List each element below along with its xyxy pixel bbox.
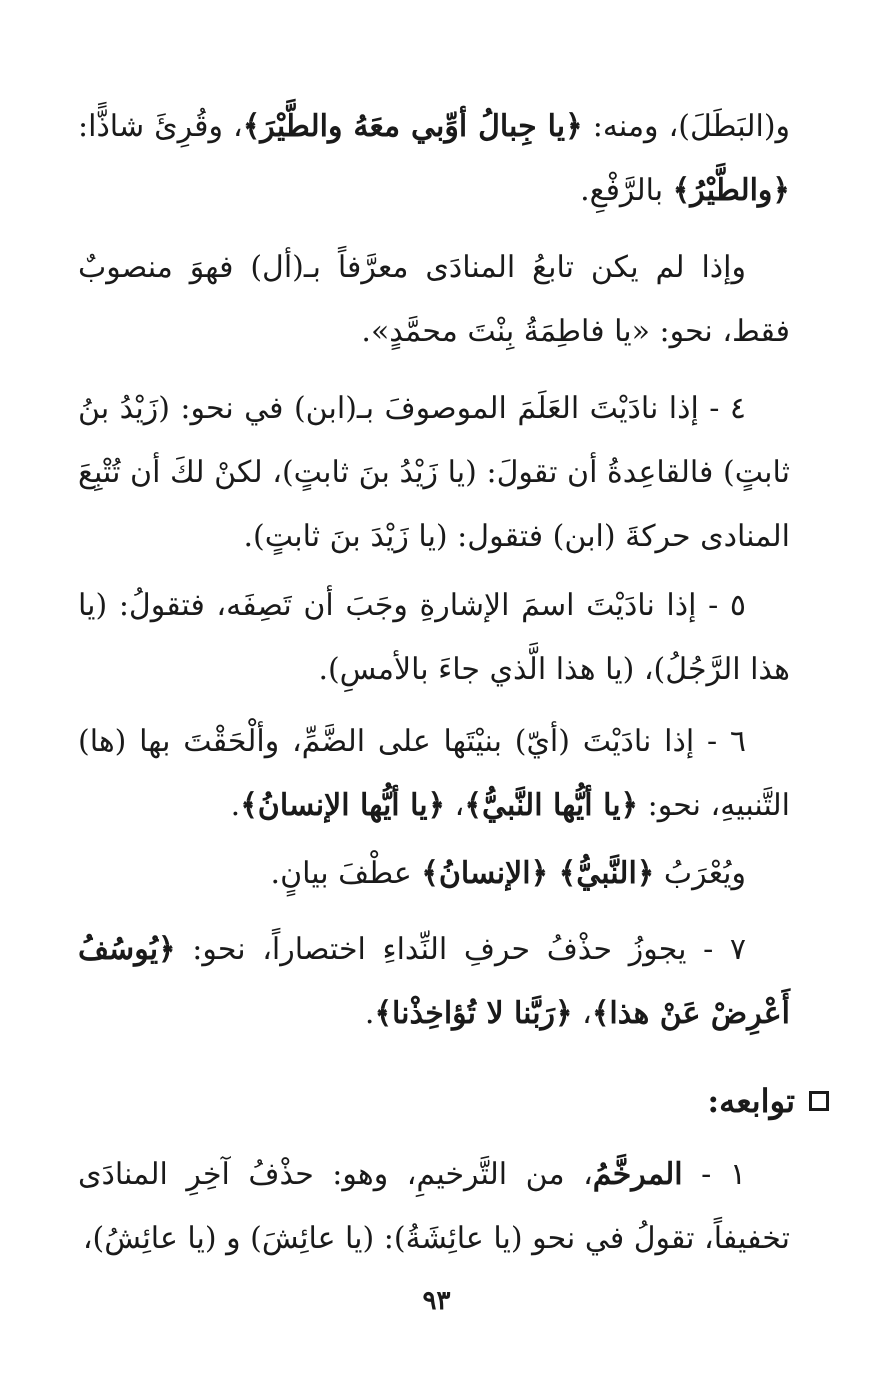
paragraph-7 xyxy=(78,918,790,1046)
paragraph-6-text-c: عطْفَ بيانٍ. xyxy=(270,856,422,891)
paragraph-1-text-c: ، وقُرِئَ شاذًّا: xyxy=(78,109,243,144)
paragraph-7-text-a: ٧ - يجوزُ حذْفُ حرفِ النِّداءِ اختصاراً، نحو: xyxy=(175,932,746,967)
paragraph-3: ٤ - إذا نادَيْتَ العَلَمَ الموصوفَ بـ(ابن) في نحو: (زَيْدُ بنُ ثابتٍ) فالقاعِدةُ أن تقولَ: (يا زَيْدُ بنَ ثابتٍ)، لكنْ لكَ أن تُتْبِعَ المنادى حركةَ (ابن) فتقول: (يا زَيْدَ بنَ ثابتٍ). xyxy=(78,391,790,554)
quran-quote-birds: ﴿والطَّيْرُ﴾ xyxy=(672,173,790,208)
paragraph-4: ٥ - إذا نادَيْتَ اسمَ الإشارةِ وجَبَ أن تَصِفَه، فتقولُ: (يا هذا الرَّجُلُ)، (يا هذا الَّذي جاءَ بالأمسِ). xyxy=(78,588,790,687)
quran-quote-prophet: ﴿يا أيُّها النَّبيُّ﴾ xyxy=(464,788,639,823)
quran-quote-yusuf: ﴿يُوسُفُ أَعْرِضْ عَنْ هذا﴾ xyxy=(78,932,790,1031)
section-heading-text: توابعه: xyxy=(707,1082,795,1120)
paragraph-7-text-c: ، xyxy=(572,996,592,1031)
paragraph-5 xyxy=(78,710,790,838)
paragraph-2: وإذا لم يكن تابعُ المنادَى معرَّفاً بـ(أل) فهوَ منصوبٌ فقط، نحو: «يا فاطِمَةُ بِنْتَ محمَّدٍ». xyxy=(78,250,790,349)
paragraph-1-text-e: بالرَّفْعِ. xyxy=(580,173,673,208)
paragraph-8-text-a: ١ - xyxy=(682,1157,746,1192)
paragraph-5-text-c: ، xyxy=(445,788,465,823)
paragraph-8 xyxy=(78,1143,790,1271)
quran-quote-rabbana: ﴿رَبَّنا لا تُؤاخِذْنا﴾ xyxy=(374,996,573,1031)
paragraph-5-text-e: . xyxy=(230,788,241,823)
paragraph-8-text-c: ، من التَّرخيمِ، وهو: حذْفُ آخِرِ المنادَى تخفيفاً، تقولُ في نحو (يا عائِشَةُ): (يا عائِشَ) و (يا عائِشُ)، xyxy=(78,1157,790,1256)
paragraph-1-text-a: و(البَطَلَ)، ومنه: xyxy=(582,109,791,144)
page-number: ٩٣ xyxy=(422,1286,451,1316)
term-murakhkham: المرخَّمُ xyxy=(592,1157,683,1192)
paragraph-6-text-a: ويُعْرَبُ xyxy=(654,856,746,891)
square-box-icon xyxy=(809,1091,829,1111)
paragraph-5-text-a: ٦ - إذا نادَيْتَ (أيّ) بنيْتَها على الضَّمِّ، وألْحَقْتَ بها (ها) التَّنبيهِ، نحو: xyxy=(78,724,790,823)
quran-quote-mountains: ﴿يا جِبالُ أوِّبي معَهُ والطَّيْرَ﴾ xyxy=(242,109,583,144)
section-heading xyxy=(707,1073,829,1129)
paragraph-1 xyxy=(78,95,790,223)
paragraph-7-text-e: . xyxy=(364,996,375,1031)
paragraph-6 xyxy=(78,842,790,906)
quran-quote-human: ﴿يا أيُّها الإنسانُ﴾ xyxy=(240,788,446,823)
quran-quote-words: ﴿النَّبيُّ﴾ ﴿الإنسانُ﴾ xyxy=(421,856,655,891)
